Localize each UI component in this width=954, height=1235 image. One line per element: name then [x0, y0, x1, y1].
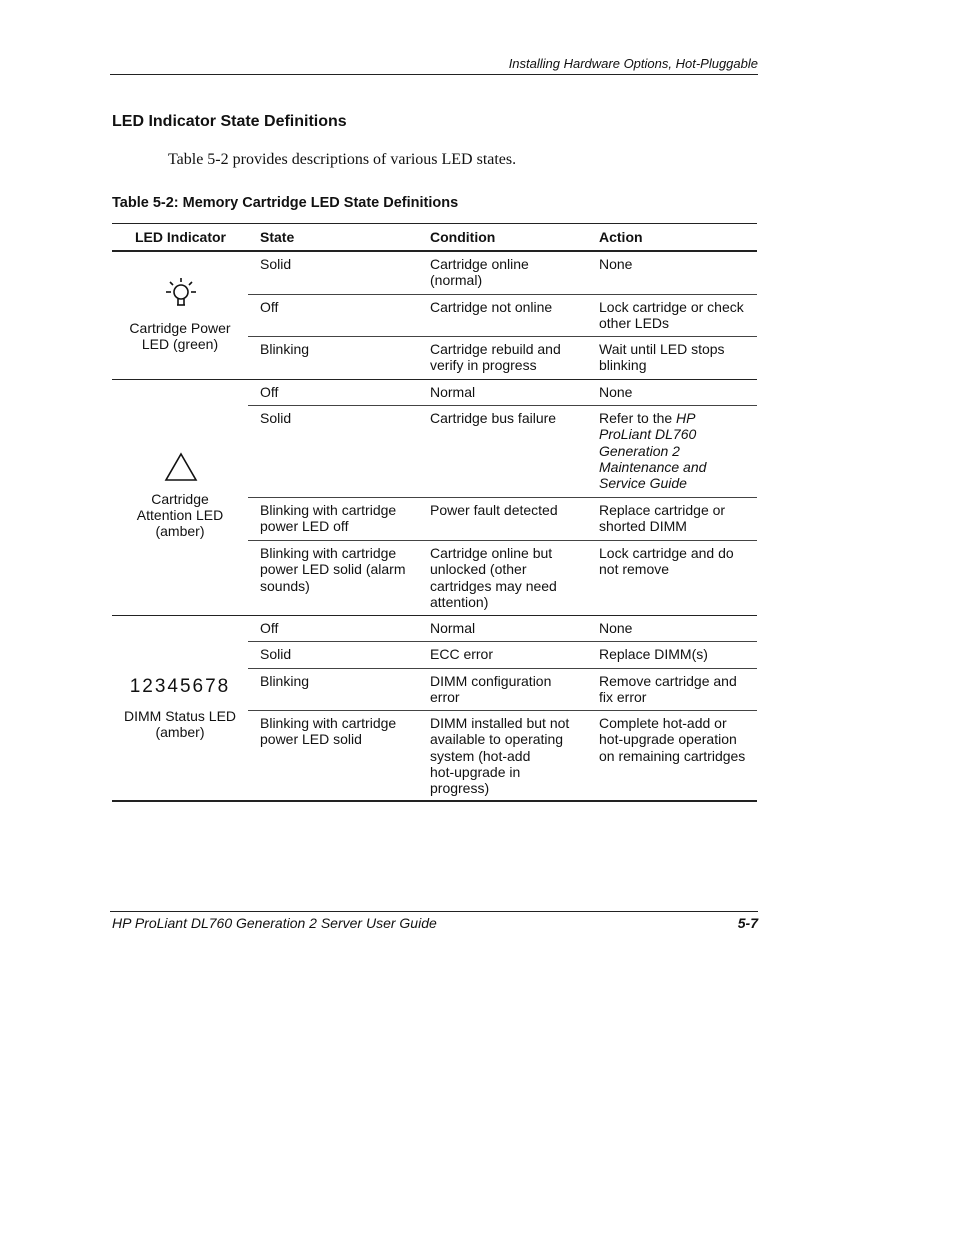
footer-title: HP ProLiant DL760 Generation 2 Server User Guide — [112, 915, 437, 931]
row-rule — [248, 668, 757, 669]
light-bulb-icon — [163, 276, 199, 312]
cell-action: Replace DIMM(s) — [599, 646, 708, 662]
cell-condition: Cartridge online (normal) — [430, 256, 529, 289]
section-title: LED Indicator State Definitions — [112, 113, 347, 130]
cell-action: Lock cartridge or check other LEDs — [599, 299, 744, 332]
col-header-led-indicator: LED Indicator — [135, 229, 227, 245]
cell-state: Blinking with cartridge power LED solid — [260, 715, 397, 748]
cell-condition: DIMM configuration error — [430, 673, 552, 706]
group-rule — [112, 615, 757, 616]
intro-paragraph: Table 5-2 provides descriptions of various LED states. — [168, 151, 517, 168]
row-rule — [248, 641, 757, 642]
cell-state: Blinking with cartridge power LED off — [260, 502, 397, 535]
row-rule — [248, 294, 757, 295]
table-header-rule — [112, 250, 757, 252]
col-header-state: State — [260, 229, 295, 245]
cell-action: Complete hot-add or hot-upgrade operation on remaining cartridges — [599, 715, 746, 764]
table-caption: Table 5-2: Memory Cartridge LED State Definitions — [112, 195, 459, 211]
warning-triangle-icon — [164, 452, 198, 482]
indicator-label-cartridge-power: Cartridge Power LED (green) — [129, 320, 231, 352]
page-number: 5-7 — [737, 915, 758, 931]
group-rule — [112, 379, 757, 380]
row-rule — [248, 710, 757, 711]
col-header-condition: Condition — [430, 229, 496, 245]
cell-condition: Normal — [430, 620, 476, 636]
indicator-label-cartridge-attention: Cartridge Attention LED (amber) — [136, 491, 224, 539]
table-header-row — [112, 224, 757, 250]
footer-rule — [110, 911, 758, 912]
cell-action — [599, 410, 757, 491]
row-rule — [248, 497, 757, 498]
action-text: Refer to the — [599, 410, 677, 426]
cell-action: Wait until LED stops blinking — [599, 341, 725, 374]
cell-state: Off — [260, 384, 279, 400]
cell-condition: Cartridge online but unlocked (other cartridges may need attention) — [430, 545, 557, 610]
cell-action: None — [599, 256, 633, 272]
cell-state: Solid — [260, 646, 292, 662]
cell-action: Remove cartridge and fix error — [599, 673, 737, 706]
cell-action: None — [599, 384, 633, 400]
cell-state: Off — [260, 299, 279, 315]
header-rule — [110, 74, 758, 75]
cell-condition: DIMM installed but not available to operating system (hot-add hot-upgrade in progress) — [430, 715, 570, 797]
guide-reference: HP ProLiant DL760 Generation 2 Maintenance and Service Guide — [599, 410, 707, 492]
row-rule — [248, 336, 757, 337]
indicator-label-dimm-status: DIMM Status LED (amber) — [123, 708, 237, 740]
cell-state: Blinking with cartridge power LED solid (alarm sounds) — [260, 545, 406, 594]
col-header-action: Action — [599, 229, 643, 245]
dimm-numbers-icon: 12345678 — [129, 676, 231, 697]
cell-condition: Cartridge rebuild and verify in progress — [430, 341, 561, 374]
running-header: Installing Hardware Options, Hot-Pluggable — [508, 56, 758, 71]
cell-state: Blinking — [260, 341, 310, 357]
cell-condition: Cartridge not online — [430, 299, 553, 315]
cell-state: Off — [260, 620, 279, 636]
cell-action: None — [599, 620, 633, 636]
cell-state: Solid — [260, 410, 292, 426]
cell-action: Lock cartridge and do not remove — [599, 545, 734, 578]
table-bottom-rule — [112, 800, 757, 802]
cell-condition: ECC error — [430, 646, 494, 662]
row-rule — [248, 405, 757, 406]
cell-condition: Power fault detected — [430, 502, 558, 518]
cell-state: Solid — [260, 256, 292, 272]
row-rule — [248, 540, 757, 541]
cell-condition: Normal — [430, 384, 476, 400]
cell-state: Blinking — [260, 673, 310, 689]
cell-condition: Cartridge bus failure — [430, 410, 557, 426]
cell-action: Replace cartridge or shorted DIMM — [599, 502, 726, 535]
